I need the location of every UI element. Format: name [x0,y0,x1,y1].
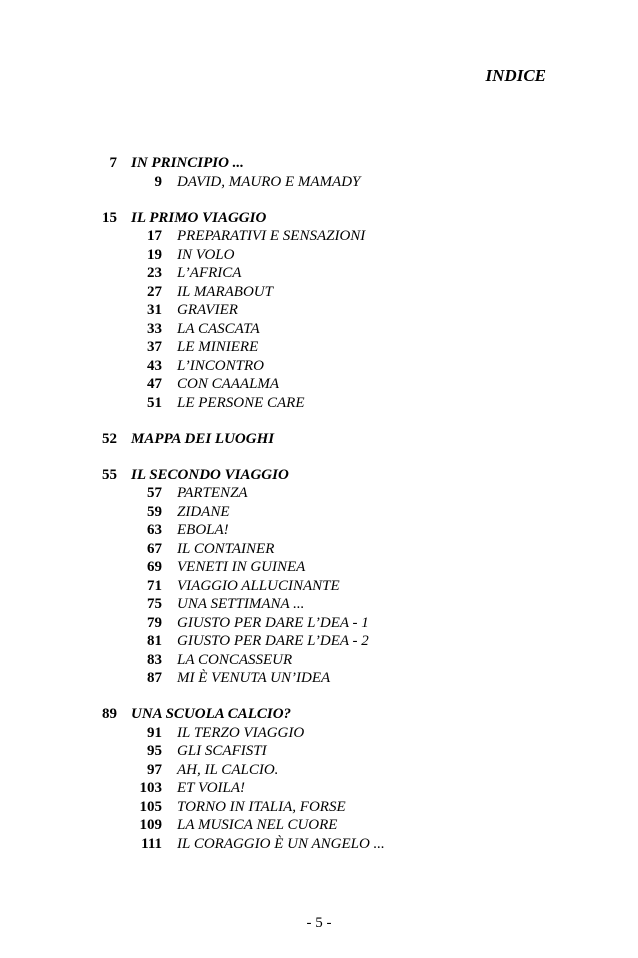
subentry-title: CON CAAALMA [177,376,280,392]
toc-subentry[interactable] [0,724,638,743]
subentry-page-number: 75 [147,596,162,612]
toc-subentry[interactable] [0,394,638,413]
toc-subentry[interactable] [0,558,638,577]
toc-subentry[interactable] [0,283,638,302]
subentry-page-number: 33 [147,320,162,337]
subentry-page-number: 67 [147,540,162,557]
chapter-page-number: 89 [102,706,117,722]
subentry-page-number: 17 [147,228,162,244]
subentry-page-number: 71 [147,577,162,594]
subentry-page-number: 27 [147,283,162,300]
subentry-title: VIAGGIO ALLUCINANTE [177,577,340,594]
toc-subentry[interactable] [0,246,638,265]
subentry-page-number: 57 [147,485,162,501]
toc-subentry[interactable] [0,173,638,192]
toc-subentry[interactable] [0,540,638,559]
toc-section [0,466,638,688]
subentry-title: VENETI IN GUINEA [177,559,306,575]
subentry-page-number: 19 [147,246,162,263]
subentry-title: IL TERZO VIAGGIO [177,724,305,741]
subentry-page-number: 95 [147,743,162,759]
subentry-title: IL CONTAINER [177,540,275,557]
chapter-page-number: 52 [102,430,117,447]
subentry-title: LE MINIERE [177,339,259,355]
subentry-page-number: 23 [147,265,162,281]
toc-subentry[interactable] [0,816,638,835]
subentry-page-number: 91 [147,724,162,741]
subentry-title: IL MARABOUT [177,283,273,300]
page-number: - 5 - [306,915,332,931]
subentry-title: IL CORAGGIO È UN ANGELO ... [177,835,385,852]
toc-subentry[interactable] [0,798,638,817]
subentry-page-number: 83 [147,651,162,668]
chapter-title: IL PRIMO VIAGGIO [131,209,267,226]
toc-subentry[interactable] [0,614,638,633]
toc-chapter-entry[interactable] [0,705,638,724]
subentry-title: LE PERSONE CARE [177,394,305,411]
toc-subentry[interactable] [0,632,638,651]
toc-subentry[interactable] [0,521,638,540]
subentry-title: LA CASCATA [177,320,260,337]
toc-subentry[interactable] [0,742,638,761]
toc-subentry[interactable] [0,669,638,688]
subentry-title: ET VOILA! [177,780,246,796]
subentry-page-number: 97 [147,761,162,778]
subentry-title: LA MUSICA NEL CUORE [177,817,338,833]
subentry-page-number: 37 [147,339,162,355]
subentry-title: TORNO IN ITALIA, FORSE [177,798,346,815]
toc-section [0,209,638,413]
toc-subentry[interactable] [0,595,638,614]
toc-subentry[interactable] [0,357,638,376]
subentry-page-number: 51 [147,394,162,411]
toc-subentry[interactable] [0,227,638,246]
subentry-page-number: 87 [147,670,162,686]
subentry-title: GIUSTO PER DARE L’DEA - 1 [177,614,369,631]
subentry-page-number: 43 [147,357,162,374]
subentry-title: PREPARATIVI E SENSAZIONI [177,228,366,244]
toc-subentry[interactable] [0,484,638,503]
toc-chapter-entry[interactable] [0,154,638,173]
toc-subentry[interactable] [0,264,638,283]
table-of-contents [0,154,638,871]
chapter-title: UNA SCUOLA CALCIO? [131,706,292,722]
subentry-page-number: 31 [147,302,162,318]
subentry-page-number: 81 [147,633,162,649]
subentry-title: L’AFRICA [177,265,242,281]
subentry-page-number: 47 [147,376,162,392]
subentry-title: ZIDANE [177,503,230,520]
subentry-title: AH, IL CALCIO. [177,761,279,778]
page-title: INDICE [485,66,546,85]
toc-subentry[interactable] [0,651,638,670]
subentry-page-number: 9 [154,173,162,190]
subentry-title: PARTENZA [177,485,248,501]
toc-subentry[interactable] [0,503,638,522]
toc-subentry[interactable] [0,320,638,339]
toc-subentry[interactable] [0,779,638,798]
subentry-title: GRAVIER [177,302,238,318]
chapter-page-number: 15 [102,209,117,226]
subentry-title: IN VOLO [177,246,235,263]
chapter-title: MAPPA DEI LUOGHI [131,430,275,447]
chapter-page-number: 7 [109,155,117,171]
subentry-title: GLI SCAFISTI [177,743,267,759]
toc-subentry[interactable] [0,301,638,320]
subentry-page-number: 105 [139,798,162,815]
subentry-page-number: 59 [147,503,162,520]
subentry-title: EBOLA! [177,522,229,538]
toc-subentry[interactable] [0,761,638,780]
toc-chapter-entry[interactable] [0,209,638,228]
subentry-title: MI È VENUTA UN’IDEA [177,670,331,686]
subentry-page-number: 79 [147,614,162,631]
toc-section [0,705,638,853]
subentry-page-number: 103 [139,780,162,796]
subentry-page-number: 109 [139,817,162,833]
subentry-title: LA CONCASSEUR [177,651,293,668]
subentry-title: UNA SETTIMANA ... [177,596,305,612]
toc-chapter-entry[interactable] [0,466,638,485]
subentry-title: GIUSTO PER DARE L’DEA - 2 [177,633,369,649]
toc-subentry[interactable] [0,338,638,357]
toc-subentry[interactable] [0,835,638,854]
toc-subentry[interactable] [0,375,638,394]
chapter-page-number: 55 [102,466,117,483]
toc-chapter-entry[interactable] [0,430,638,449]
subentry-title: DAVID, MAURO E MAMADY [177,173,361,190]
subentry-page-number: 111 [141,835,162,852]
toc-section [0,430,638,449]
subentry-title: L’INCONTRO [177,357,264,374]
toc-subentry[interactable] [0,577,638,596]
toc-section [0,154,638,191]
subentry-page-number: 63 [147,522,162,538]
chapter-title: IN PRINCIPIO ... [131,155,244,171]
chapter-title: IL SECONDO VIAGGIO [131,466,289,483]
subentry-page-number: 69 [147,559,162,575]
